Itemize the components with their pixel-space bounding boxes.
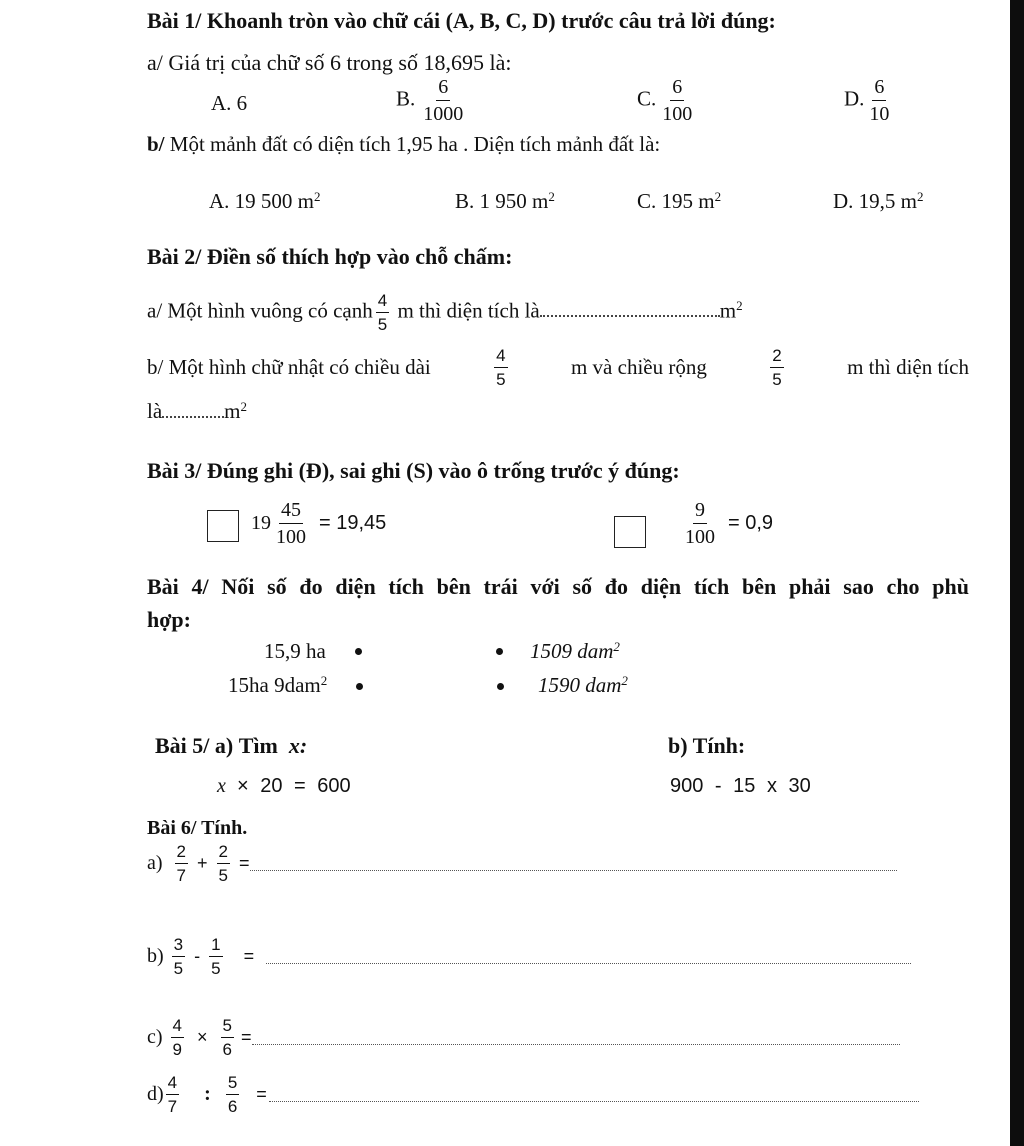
- bai4-left-item-2: 15ha 9dam$^2$: [228, 672, 328, 697]
- bai6-d-answer-blank[interactable]: [269, 1101, 919, 1102]
- bai5-b-expression: 900 - 15 x 30: [670, 775, 811, 797]
- bai5-title: Bài 5/ a) Tìm x:: [155, 733, 308, 758]
- bai1-a-option-c: C. $\frac{6}{100}$: [637, 76, 693, 125]
- bai4-right-item-2: 1590 dam$^2$: [538, 672, 628, 697]
- bai2-a-answer-blank[interactable]: [540, 315, 720, 317]
- bai1-b-option-d: D. 19,5 $m^2$: [833, 188, 924, 213]
- bai6-title: Bài 6/ Tính.: [147, 817, 248, 839]
- page-edge-border: [1010, 0, 1024, 1146]
- bai1-b-option-b: B. 1 950 $m^2$: [455, 188, 555, 213]
- bai6-c-row: c) $\frac{4}{9}$ × $\frac{5}{6}$ =: [147, 1017, 900, 1058]
- bai4-title-line2: hợp:: [147, 607, 191, 632]
- bai2-b-line: b/ Một hình chữ nhật có chiều dài $\frac{4}{5}$ m và chiều rộng $\frac{2}{5}$ m thì diện tích: [147, 346, 969, 389]
- bai3-title: Bài 3/ Đúng ghi (Đ), sai ghi (S) vào ô trống trước ý đúng:: [147, 458, 680, 483]
- bai6-d-row: d) $\frac{4}{7}$ : $\frac{5}{6}$ =: [147, 1074, 919, 1115]
- bai5-a-expression: x × 20 = 600: [217, 775, 351, 797]
- bai3-item1-checkbox[interactable]: [207, 510, 239, 542]
- bai2-a-line: a/ Một hình vuông có cạnh $\frac{4}{5}$ m thì diện tích là $m^2$: [147, 291, 743, 334]
- bai2-b-line2: là $m^2$: [147, 398, 248, 423]
- bai6-c-answer-blank[interactable]: [252, 1044, 900, 1045]
- bai6-b-answer-blank[interactable]: [266, 963, 911, 964]
- bai5-b-title: b) Tính:: [668, 733, 746, 758]
- bai6-a-row: a) $\frac{2}{7}$ + $\frac{2}{5}$ =: [147, 843, 897, 884]
- bai4-right-item-1: 1509 dam$^2$: [530, 638, 620, 663]
- bai3-item2-checkbox[interactable]: [614, 516, 646, 548]
- bai2-title: Bài 2/ Điền số thích hợp vào chỗ chấm:: [147, 244, 513, 269]
- bai4-left-dot-2[interactable]: [356, 683, 363, 690]
- bai4-title-line1: Bài 4/ Nối số đo diện tích bên trái với số đo diện tích bên phải sao cho phù: [147, 574, 969, 599]
- bai1-b-option-a: A. 19 500 $m^2$: [209, 188, 321, 213]
- bai1-title: Bài 1/ Khoanh tròn vào chữ cái (A, B, C, D) trước câu trả lời đúng:: [147, 8, 776, 33]
- bai1-b-question: b/ Một mảnh đất có diện tích 1,95 ha . Diện tích mảnh đất là:: [147, 132, 661, 156]
- bai1-a-option-b: B. $\frac{6}{1000}$: [396, 76, 464, 125]
- bai4-left-dot-1[interactable]: [355, 648, 362, 655]
- bai4-right-dot-2[interactable]: [497, 683, 504, 690]
- bai4-left-item-1: 15,9 ha: [264, 639, 326, 663]
- bai1-a-question: a/ Giá trị của chữ số 6 trong số 18,695 là:: [147, 50, 512, 75]
- bai6-b-row: b) $\frac{3}{5}$ - $\frac{1}{5}$ =: [147, 936, 911, 977]
- bai3-item1: 19 $\frac{45}{100}$ = 19,45: [251, 499, 387, 548]
- bai2-b-answer-blank[interactable]: [162, 416, 224, 418]
- bai1-a-option-d: D. $\frac{6}{10}$: [844, 76, 890, 125]
- bai3-item2: $\frac{9}{100}$ = 0,9: [685, 499, 774, 548]
- bai4-right-dot-1[interactable]: [496, 648, 503, 655]
- bai6-a-answer-blank[interactable]: [250, 870, 897, 871]
- bai1-b-option-c: C. 195 $m^2$: [637, 188, 722, 213]
- bai1-a-option-a: A. 6: [211, 91, 248, 115]
